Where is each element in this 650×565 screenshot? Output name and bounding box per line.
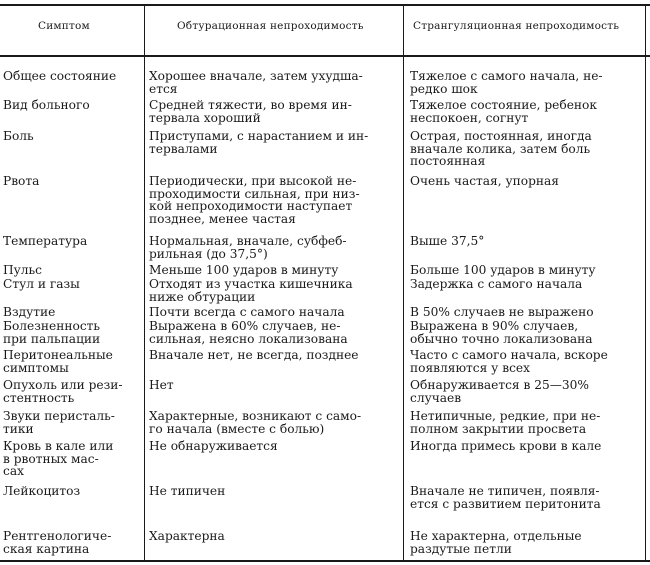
row-pain-symptom: Боль — [3, 129, 34, 143]
header-rule — [0, 55, 650, 57]
row-blood-strangulation: Иногда примесь крови в кале — [410, 439, 602, 453]
row-tenderness-obturation: Выражена в 60% случаев, не- сильная, неясно локализована — [149, 319, 348, 346]
top-rule — [0, 4, 650, 6]
column-divider-1 — [144, 4, 145, 561]
row-stool-strangulation: Задержка с самого начала — [410, 277, 583, 291]
row-bloating-strangulation: В 50% случаев не выражено — [410, 305, 594, 319]
row-peritoneal-symptom: Перитонеальные симптомы — [3, 348, 113, 375]
row-stool-obturation: Отходят из участка кишечника ниже обтурации — [149, 277, 353, 304]
row-temperature-symptom: Температура — [3, 234, 88, 248]
row-leukocytosis-strangulation: Вначале не типичен, появля- ется с развитием перитонита — [410, 484, 601, 511]
row-peristalsis-strangulation: Нетипичные, редкие, при не- полном закрытии просвета — [410, 409, 601, 436]
row-blood-obturation: Не обнаруживается — [149, 439, 278, 453]
row-pulse-strangulation: Больше 100 ударов в минуту — [410, 263, 596, 277]
row-general-state-strangulation: Тяжелое с самого начала, не- редко шок — [410, 69, 603, 96]
row-pain-strangulation: Острая, постоянная, иногда вначале колика, затем боль постоянная — [410, 129, 592, 169]
row-leukocytosis-symptom: Лейкоцитоз — [3, 484, 81, 498]
row-appearance-symptom: Вид больного — [3, 98, 90, 112]
row-temperature-obturation: Нормальная, вначале, субфеб- рильная (до 37,5°) — [149, 234, 347, 261]
header-strangulation: Странгуляционная непроходимость — [413, 20, 620, 32]
row-general-state-symptom: Общее состояние — [3, 69, 117, 83]
row-pulse-obturation: Меньше 100 ударов в минуту — [149, 263, 339, 277]
row-pulse-symptom: Пульс — [3, 263, 43, 277]
row-leukocytosis-obturation: Не типичен — [149, 484, 226, 498]
row-peritoneal-obturation: Вначале нет, не всегда, позднее — [149, 348, 359, 362]
row-xray-strangulation: Не характерна, отдельные раздутые петли — [410, 529, 582, 556]
row-vomiting-strangulation: Очень частая, упорная — [410, 174, 559, 188]
row-peristalsis-obturation: Характерные, возникают с само- го начала (вместе с болью) — [149, 409, 362, 436]
row-xray-symptom: Рентгенологиче- ская картина — [3, 529, 112, 556]
row-mass-symptom: Опухоль или рези- стентность — [3, 378, 123, 405]
row-tenderness-symptom: Болезненность при пальпации — [3, 319, 101, 346]
row-temperature-strangulation: Выше 37,5° — [410, 234, 485, 248]
row-blood-symptom: Кровь в кале или в рвотных мас- сах — [3, 439, 114, 479]
row-tenderness-strangulation: Выражена в 90% случаев, обычно точно локализована — [410, 319, 593, 346]
row-bloating-symptom: Вздутие — [3, 305, 56, 319]
row-appearance-strangulation: Тяжелое состояние, ребенок неспокоен, согнут — [410, 98, 598, 125]
row-mass-obturation: Нет — [149, 378, 174, 392]
row-vomiting-symptom: Рвота — [3, 174, 40, 188]
row-bloating-obturation: Почти всегда с самого начала — [149, 305, 345, 319]
row-mass-strangulation: Обнаруживается в 25—30% случаев — [410, 378, 590, 405]
row-peristalsis-symptom: Звуки перисталь- тики — [3, 409, 115, 436]
row-vomiting-obturation: Периодически, при высокой не- проходимости сильная, при низ- кой непроходимости наступает позднее, менее частая — [149, 174, 360, 226]
row-pain-obturation: Приступами, с нарастанием и ин- тервалами — [149, 129, 369, 156]
row-stool-symptom: Стул и газы — [3, 277, 80, 291]
column-divider-2 — [403, 4, 404, 561]
row-xray-obturation: Характерна — [149, 529, 225, 543]
row-peritoneal-strangulation: Часто с самого начала, вскоре появляются у всех — [410, 348, 608, 375]
row-appearance-obturation: Средней тяжести, во время ин- тервала хороший — [149, 98, 352, 125]
row-general-state-obturation: Хорошее вначале, затем ухудша- ется — [149, 69, 363, 96]
bottom-rule — [0, 560, 650, 562]
header-symptom: Симптом — [38, 20, 90, 32]
header-obturation: Обтурационная непроходимость — [177, 20, 364, 32]
